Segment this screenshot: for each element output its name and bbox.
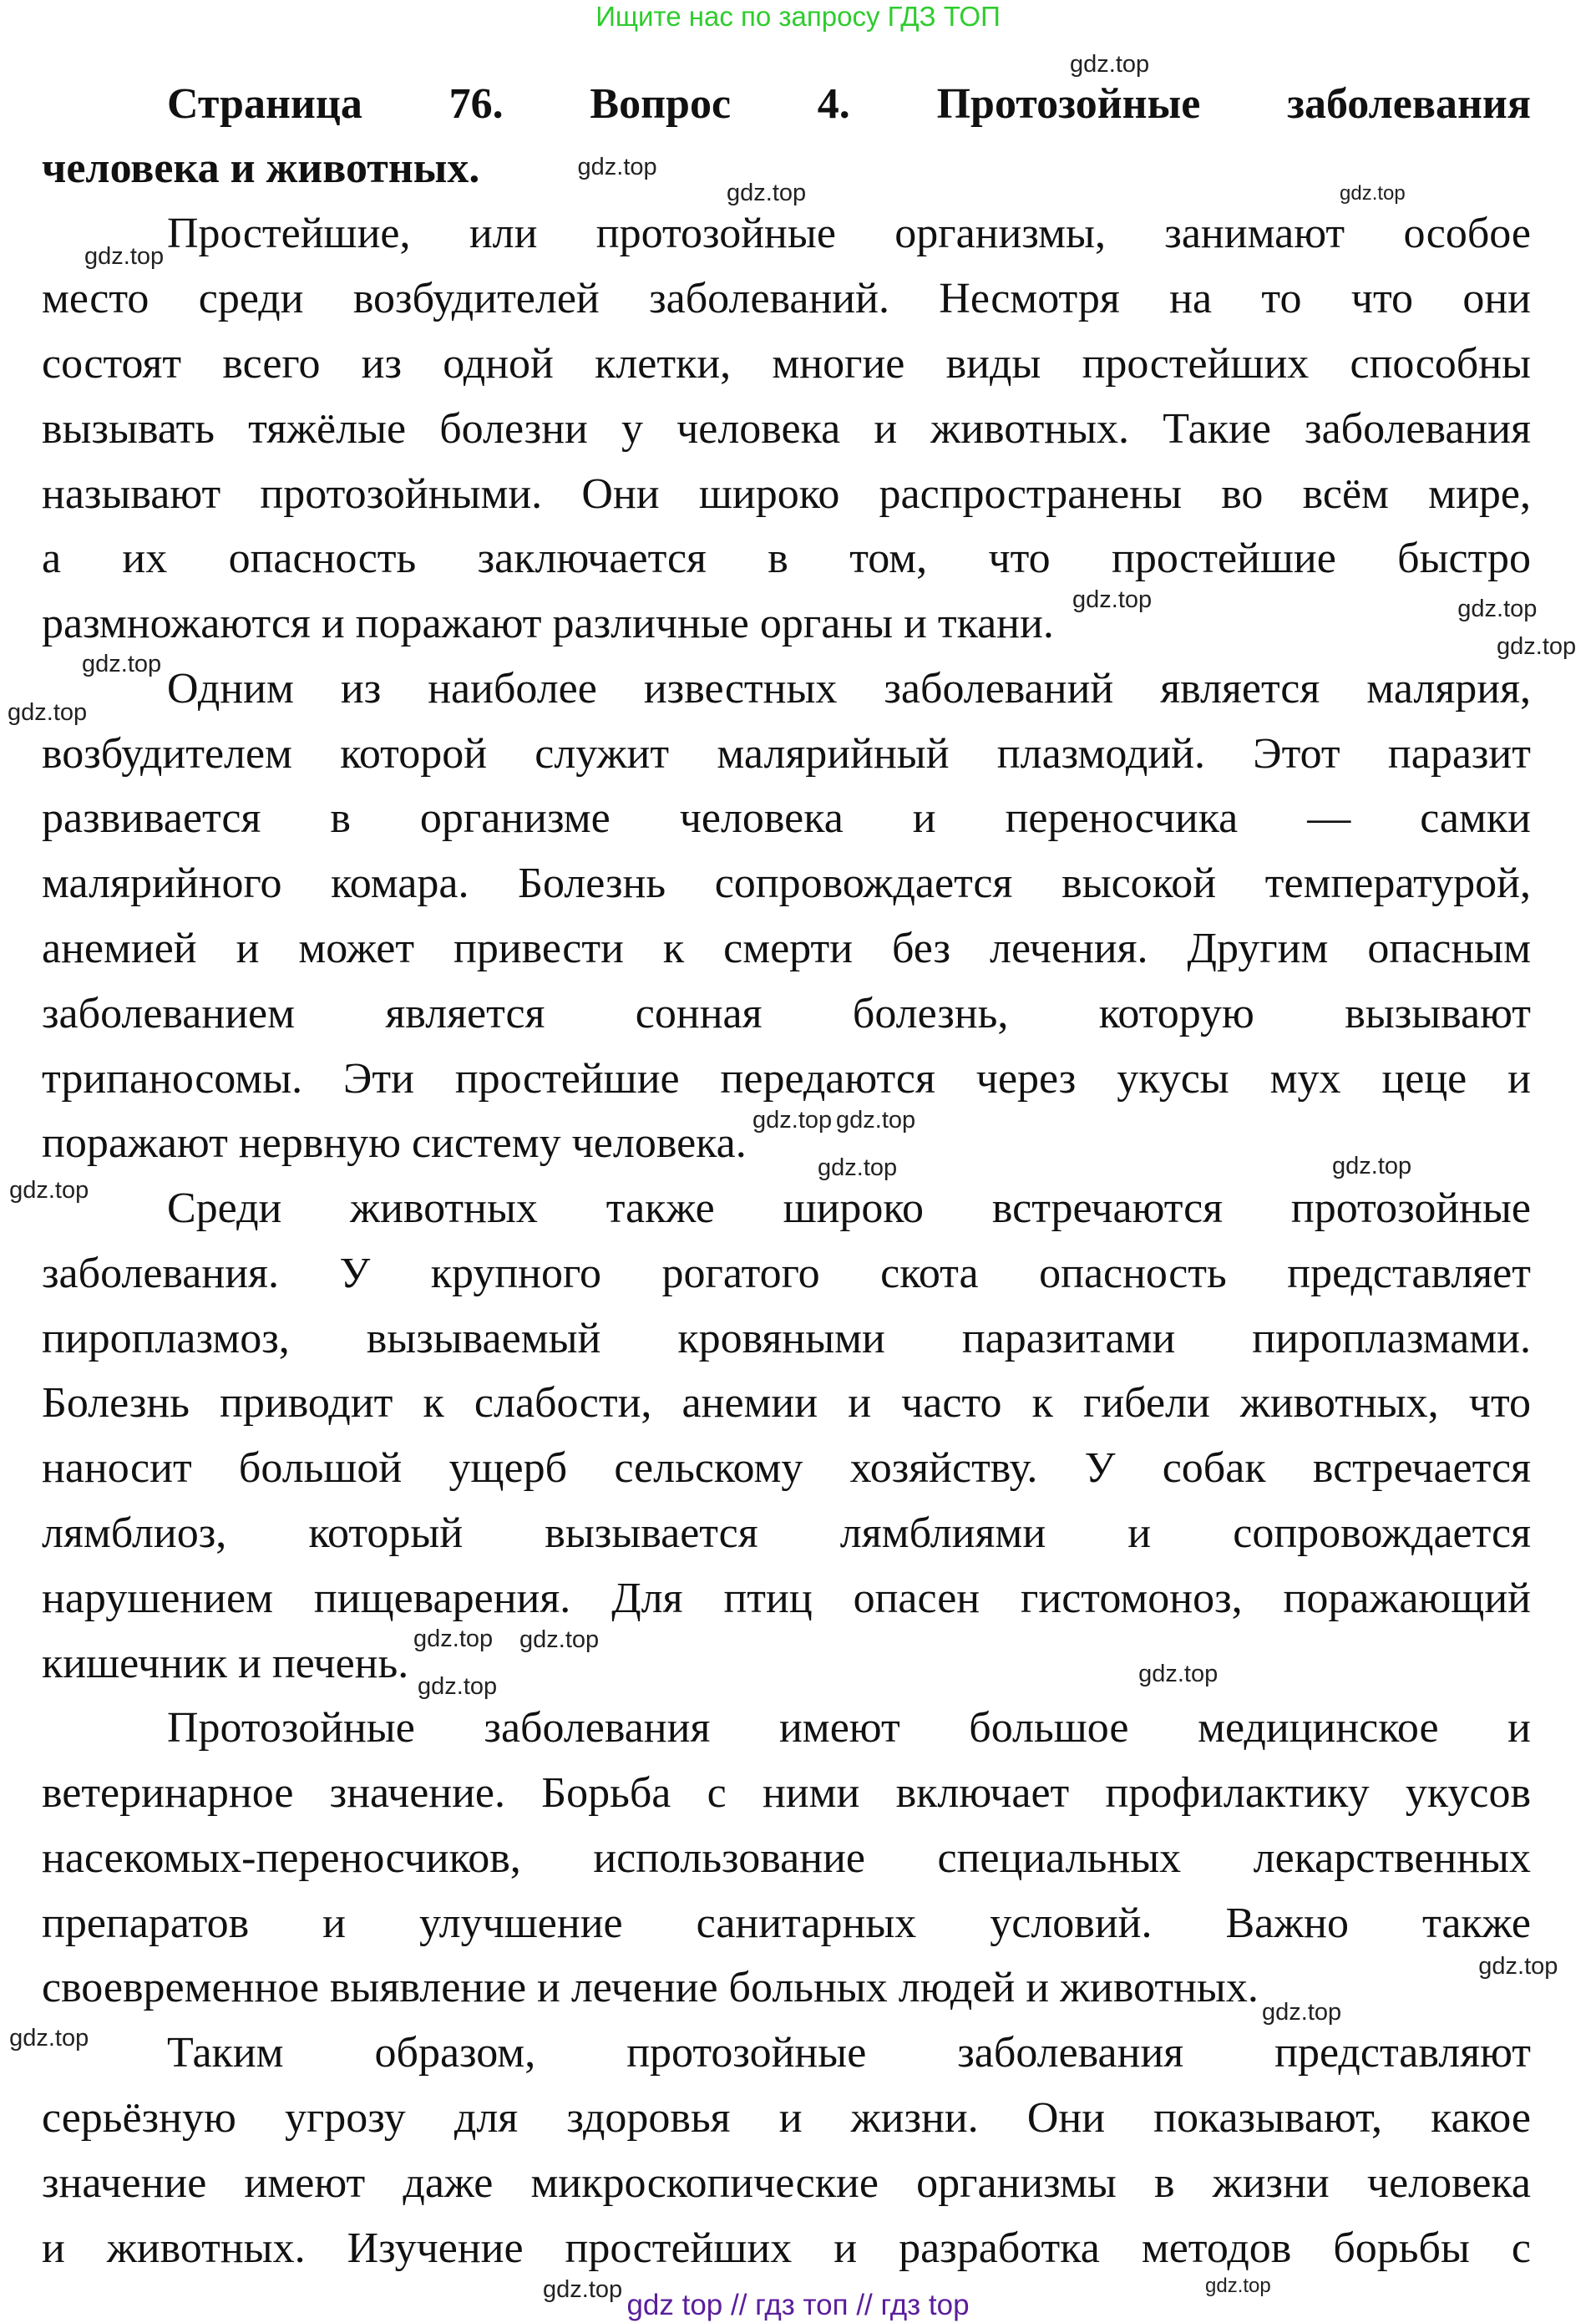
page-title-line: человека и животных. <box>42 144 480 192</box>
paragraph-line: место среди возбудителей заболеваний. Несмотря на то что они <box>42 275 1531 323</box>
watermark-text: gdz.top <box>543 2276 623 2303</box>
paragraph-line: значение имеют даже микроскопические организмы в жизни человека <box>42 2158 1531 2207</box>
paragraph-line: препаратов и улучшение санитарных условий. Важно также <box>42 1899 1531 1947</box>
watermark-text: gdz.top <box>727 180 807 206</box>
watermark-text: gdz.top <box>1497 633 1577 660</box>
paragraph-line: ветеринарное значение. Борьба с ними включает профилактику укусов <box>42 1769 1531 1818</box>
paragraph-line: развивается в организме человека и переносчика — самки <box>42 794 1531 843</box>
paragraph-line: кишечник и печень. <box>42 1639 409 1687</box>
watermark-text: gdz.top <box>418 1673 498 1700</box>
watermark-text: gdz.top <box>1340 182 1406 205</box>
paragraph-line: малярийного комара. Болезнь сопровождается высокой температурой, <box>42 860 1531 908</box>
paragraph-line: Одним из наиболее известных заболеваний является малярия, <box>167 664 1531 713</box>
paragraph-line: пироплазмоз, вызываемый кровяными паразитами пироплазмами. <box>42 1314 1531 1362</box>
paragraph-line: заболевания. У крупного рогатого скота опасность представляет <box>42 1249 1531 1297</box>
watermark-text: gdz.top <box>9 1177 89 1205</box>
watermark-text: gdz.top <box>818 1154 898 1181</box>
page-title-line: Страница 76. Вопрос 4. Протозойные заболевания <box>167 80 1531 129</box>
watermark-text: gdz.top <box>1478 1952 1558 1980</box>
paragraph-line: поражают нервную систему человека. <box>42 1119 747 1168</box>
paragraph-line: трипаносомы. Эти простейшие передаются через укусы мух цеце и <box>42 1054 1531 1103</box>
watermark-text: gdz.top <box>836 1107 916 1134</box>
paragraph-line: наносит большой ущерб сельскому хозяйству. У собак встречается <box>42 1444 1531 1493</box>
paragraph-line: заболеванием является сонная болезнь, которую вызывают <box>42 989 1531 1037</box>
paragraph-line: нарушением пищеварения. Для птиц опасен гистомоноз, поражающий <box>42 1574 1531 1622</box>
watermark-text: gdz.top <box>84 243 165 270</box>
watermark-text: gdz.top <box>1332 1153 1412 1179</box>
paragraph-line: своевременное выявление и лечение больных людей и животных. <box>42 1964 1259 2012</box>
watermark-text: gdz.top <box>1262 1999 1342 2026</box>
watermark-text: gdz.top <box>1138 1660 1219 1687</box>
watermark-text: gdz.top <box>82 651 162 677</box>
watermark-text: gdz.top <box>9 2024 89 2052</box>
paragraph-line: называют протозойными. Они широко распространены во всём мире, <box>42 469 1531 518</box>
paragraph-line: а их опасность заключается в том, что простейшие быстро <box>42 535 1531 583</box>
paragraph-line: Болезнь приводит к слабости, анемии и часто к гибели животных, что <box>42 1379 1531 1428</box>
watermark-text: gdz.top <box>519 1626 600 1653</box>
watermark-text: gdz.top <box>1205 2275 1271 2297</box>
paragraph-line: насекомых-переносчиков, использование специальных лекарственных <box>42 1834 1531 1882</box>
watermark-text: gdz.top <box>1072 586 1153 613</box>
paragraph-line: состоят всего из одной клетки, многие виды простейших способны <box>42 339 1531 388</box>
paragraph-line: анемией и может привести к смерти без лечения. Другим опасным <box>42 924 1531 972</box>
watermark-text: gdz.top <box>1457 595 1538 622</box>
paragraph-line: Таким образом, протозойные заболевания представляют <box>167 2029 1531 2077</box>
paragraph-line: Среди животных также широко встречаются протозойные <box>167 1184 1531 1233</box>
paragraph-line: лямблиоз, который вызывается лямблиями и сопровождается <box>42 1509 1531 1557</box>
paragraph-line: и животных. Изучение простейших и разработка методов борьбы с <box>42 2224 1531 2272</box>
top-banner-link[interactable]: Ищите нас по запросу ГДЗ ТОП <box>595 1 1001 32</box>
watermark-text: gdz.top <box>8 699 88 726</box>
paragraph-line: размножаются и поражают различные органы и ткани. <box>42 600 1054 648</box>
paragraph-line: возбудителем которой служит малярийный плазмодий. Этот паразит <box>42 729 1531 778</box>
bottom-banner-link[interactable]: gdz top // гдз топ // гдз top <box>626 2289 970 2321</box>
watermark-text: gdz.top <box>1070 51 1150 78</box>
paragraph-line: Простейшие, или протозойные организмы, занимают особое <box>167 210 1531 258</box>
watermark-text: gdz.top <box>752 1107 833 1134</box>
watermark-text: gdz.top <box>577 154 657 181</box>
watermark-text: gdz.top <box>413 1626 494 1652</box>
paragraph-line: Протозойные заболевания имеют большое медицинское и <box>167 1704 1531 1752</box>
paragraph-line: вызывать тяжёлые болезни у человека и животных. Такие заболевания <box>42 404 1531 453</box>
paragraph-line: серьёзную угрозу для здоровья и жизни. Они показывают, какое <box>42 2094 1531 2143</box>
